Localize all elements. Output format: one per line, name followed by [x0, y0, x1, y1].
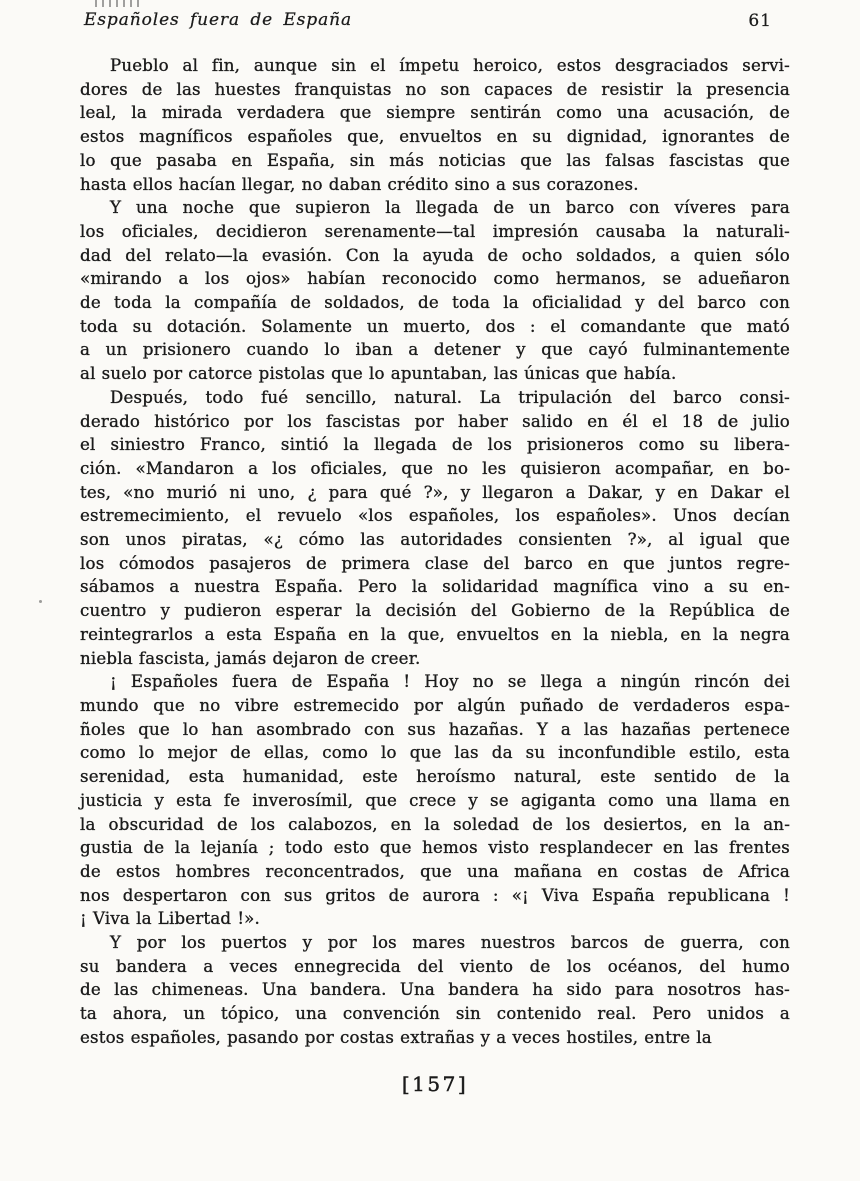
text-line: dad del relato—la evasión. Con la ayuda de ocho soldados, a quien sólo — [80, 245, 790, 265]
text-line: el siniestro Franco, sintió la llegada de los prisioneros como su libera- — [80, 435, 790, 455]
paragraph — [80, 386, 790, 670]
text-line: Después, todo fué sencillo, natural. La tripulación del barco consi- — [110, 387, 790, 407]
text-line: Y una noche que supieron la llegada de un barco con víveres para — [110, 198, 790, 218]
text-line: al suelo por catorce pistolas que lo apuntaban, las únicas que había. — [80, 364, 677, 384]
text-line: reintegrarlos a esta España en la que, envueltos en la niebla, en la negra — [80, 624, 790, 644]
text-line: cuentro y pudieron esperar la decisión del Gobierno de la República de — [80, 601, 790, 621]
paragraph — [80, 931, 790, 1050]
text-line: justicia y esta fe inverosímil, que crece y se agiganta como una llama en — [80, 790, 790, 810]
page-footer — [80, 1072, 790, 1096]
text-line: los cómodos pasajeros de primera clase del barco en que juntos regre- — [80, 553, 790, 573]
text-line: dores de las huestes franquistas no son capaces de resistir la presencia — [80, 79, 790, 99]
text-line: Y por los puertos y por los mares nuestros barcos de guerra, con — [110, 933, 790, 953]
paragraph — [80, 54, 790, 196]
paragraph — [80, 196, 790, 386]
text-line: nos despertaron con sus gritos de aurora : «¡ Viva España republicana ! — [80, 885, 790, 905]
text-line: su bandera a veces ennegrecida del viento de los océanos, del humo — [80, 956, 790, 976]
text-line: leal, la mirada verdadera que siempre sentirán como una acusación, de — [80, 103, 790, 123]
text-line: a un prisionero cuando lo iban a detener y que cayó fulminantemente — [80, 340, 790, 360]
text-line: de las chimeneas. Una bandera. Una bandera ha sido para nosotros has- — [80, 980, 790, 1000]
text-line: ¡ Viva la Libertad !». — [80, 909, 261, 929]
page-number: 61 — [748, 11, 772, 31]
text-line: Pueblo al fin, aunque sin el ímpetu heroico, estos desgraciados servi- — [110, 56, 790, 75]
text-line: estos españoles, pasando por costas extrañas y a veces hostiles, entre la — [80, 1027, 712, 1047]
text-line: tes, «no murió ni uno, ¿ para qué ?», y llegaron a Dakar, y en Dakar el — [80, 482, 790, 502]
text-line: gustia de la lejanía ; todo esto que hemos visto resplandecer en las frentes — [80, 838, 790, 858]
text-line: de estos hombres reconcentrados, que una mañana en costas de Africa — [80, 861, 790, 881]
paragraph — [80, 670, 790, 931]
text-line: derado histórico por los fascistas por haber salido en él el 18 de julio — [80, 411, 790, 431]
text-line: ¡ Españoles fuera de España ! Hoy no se llega a ningún rincón dei — [110, 672, 790, 692]
text-line: ción. «Mandaron a los oficiales, que no les quisieron acompañar, en bo- — [80, 458, 790, 478]
scan-artifact — [39, 600, 42, 603]
text-line: estremecimiento, el revuelo «los españoles, los españoles». Unos decían — [80, 506, 790, 526]
text-line: de toda la compañía de soldados, de toda la oficialidad y del barco con — [80, 293, 790, 313]
running-title: Españoles fuera de España — [84, 10, 353, 30]
text-line: la obscuridad de los calabozos, en la soledad de los desiertos, en la an- — [80, 814, 790, 834]
text-line: sábamos a nuestra España. Pero la solidaridad magnífica vino a su en- — [80, 577, 790, 597]
text-line: toda su dotación. Solamente un muerto, dos : el comandante que mató — [80, 316, 790, 336]
body-text — [80, 54, 790, 1050]
text-line: «mirando a los ojos» habían reconocido como hermanos, se adueñaron — [80, 269, 790, 289]
text-line: hasta ellos hacían llegar, no daban crédito sino a sus corazones. — [80, 174, 639, 194]
text-line: como lo mejor de ellas, como lo que las da su inconfundible estilo, esta — [80, 743, 790, 763]
text-line: serenidad, esta humanidad, este heroísmo natural, este sentido de la — [80, 767, 790, 787]
text-line: estos magníficos españoles que, envueltos en su dignidad, ignorantes de — [80, 127, 790, 147]
running-header — [84, 10, 790, 36]
text-line: ñoles que lo han asombrado con sus hazañas. Y a las hazañas pertenece — [80, 719, 790, 739]
scan-artifact — [95, 0, 143, 7]
folio-number: [157] — [401, 1072, 469, 1096]
text-line: niebla fascista, jamás dejaron de creer. — [80, 648, 421, 668]
text-line: lo que pasaba en España, sin más noticias que las falsas fascistas que — [80, 150, 790, 170]
text-line: mundo que no vibre estremecido por algún puñado de verdaderos espa- — [80, 695, 790, 715]
text-line: los oficiales, decidieron serenamente—tal impresión causaba la naturali- — [80, 221, 790, 241]
text-line: son unos piratas, «¿ cómo las autoridades consienten ?», al igual que — [80, 530, 790, 550]
text-line: ta ahora, un tópico, una convención sin contenido real. Pero unidos a — [80, 1004, 790, 1024]
